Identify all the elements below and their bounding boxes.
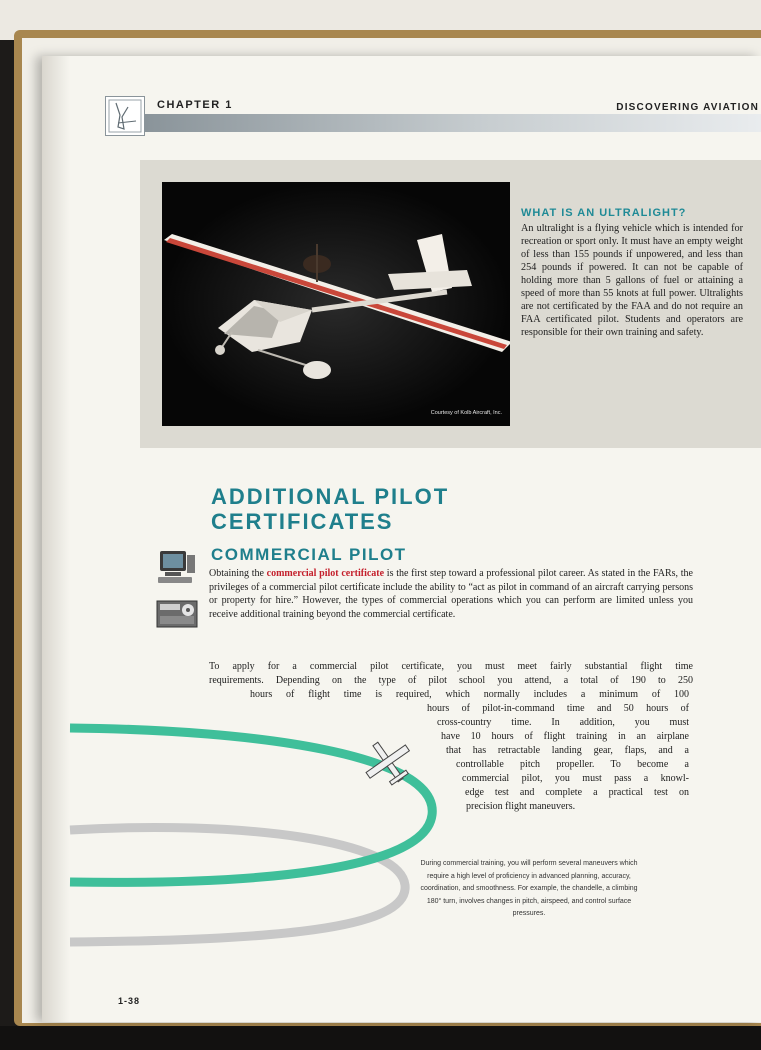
commercial-pilot-intro xyxy=(209,567,693,621)
header-band xyxy=(145,114,761,132)
requirements-line: hours of flight time is required, which normally includes a minimum of 100 xyxy=(250,689,689,700)
running-header xyxy=(105,96,761,136)
ultralight-photo xyxy=(162,182,510,426)
subsection-title: COMMERCIAL PILOT xyxy=(211,545,407,564)
requirements-line: have 10 hours of flight training in an airplane xyxy=(441,731,689,742)
requirements-line: cross-country time. In addition, you must xyxy=(437,717,689,728)
photo-credit: Courtesy of Kolb Aircraft, Inc. xyxy=(430,410,502,416)
page-number: 1-38 xyxy=(118,996,141,1006)
chapter-label: CHAPTER 1 xyxy=(157,99,233,111)
commercial-pilot-certificate-term: commercial pilot certificate xyxy=(266,568,385,579)
requirements-line: commercial pilot, you must pass a knowl- xyxy=(462,773,689,784)
requirements-line: controllable pitch propeller. To become a xyxy=(456,759,689,770)
requirements-line: hours of pilot-in-command time and 50 hours of xyxy=(427,703,689,714)
section-title-line-2: CERTIFICATES xyxy=(211,509,394,534)
sidebar-text: An ultralight is a flying vehicle which is intended for recreation or sport only. It must have an empty weight of less than 155 pounds if unpowered, and less than 254 pounds if powered. It can not be capable of holding more than 5 gallons of fuel or attaining a speed of more than 55 knots at full power. Ultralights are not certificated by the FAA and do not require an FAA certificated pilot. Students and operators are responsible for their own training and safety. xyxy=(521,223,743,338)
desk-background-bottom xyxy=(0,1026,761,1050)
maneuver-caption: During commercial training, you will perform several maneuvers which require a high level of proficiency in advanced planning, accuracy, coordination, and smoothness. For example, the chandelle, a climbing 180° turn, involves changes in pitch, airspeed, and control surface pressures. xyxy=(420,860,638,917)
para1-text-start: Obtaining the xyxy=(209,568,267,579)
requirements-line: edge test and complete a practical test on xyxy=(465,787,689,798)
chapter-logo-icon xyxy=(105,96,145,136)
section-title xyxy=(211,484,449,534)
requirements-line: that has retractable landing gear, flaps, and a xyxy=(446,745,689,756)
chandelle-maneuver-illustration xyxy=(0,700,520,980)
requirements-line: requirements. Depending on the type of pilot school you attend, a total of 190 to 250 xyxy=(209,675,693,686)
requirements-line: precision flight maneuvers. xyxy=(466,801,576,812)
section-label: DISCOVERING AVIATION xyxy=(616,102,759,113)
para1-text-end: is the first step toward a professional pilot career. As stated in the FARs, the privileges of a commercial pilot certificate include the ability to “act as pilot in command of an aircraft carrying persons or property for hire.” However, the types of commercial operations which you can perform are limited unless you receive additional training beyond the commercial certificate. xyxy=(209,568,693,620)
cd-rom-icon xyxy=(156,600,198,628)
section-title-line-1: ADDITIONAL PILOT xyxy=(211,484,450,509)
computer-icon xyxy=(156,549,198,585)
sidebar-title: WHAT IS AN ULTRALIGHT? xyxy=(521,207,687,219)
requirements-line: To apply for a commercial pilot certificate, you must meet fairly substantial flight time xyxy=(209,661,693,672)
